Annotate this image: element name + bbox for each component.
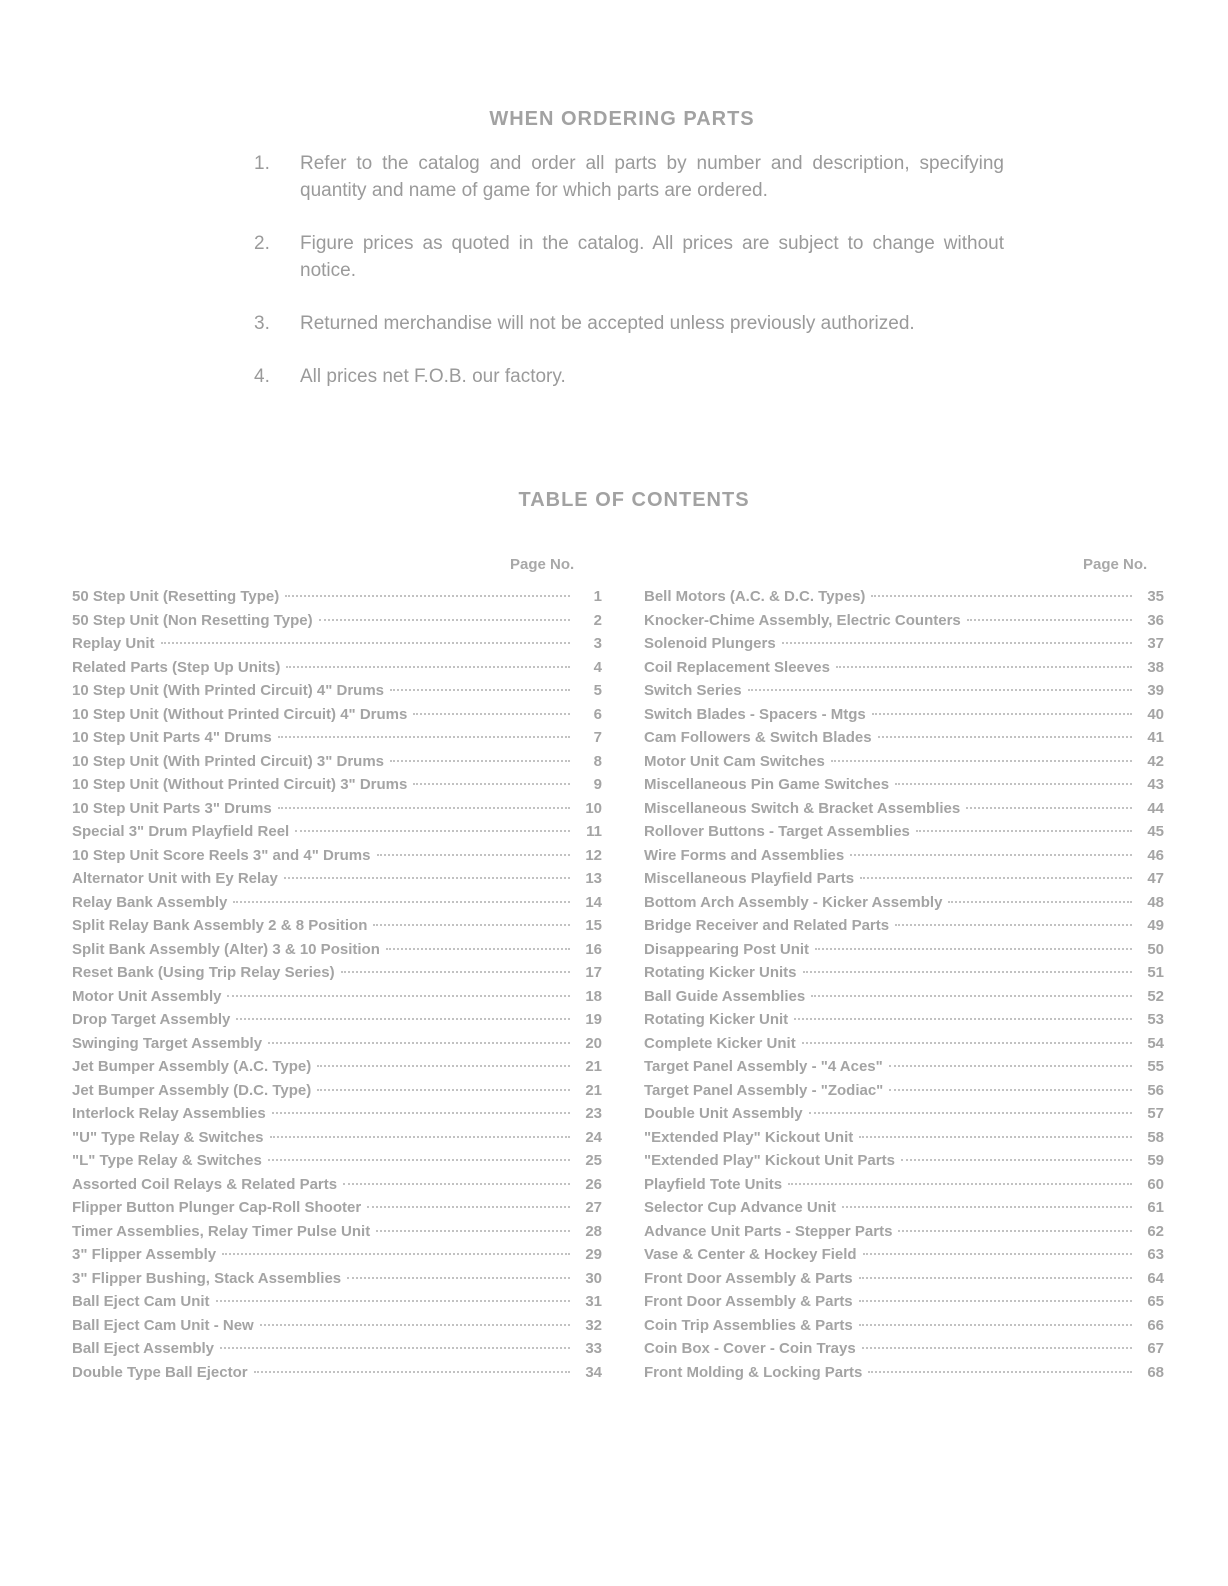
- instruction-number: 2.: [254, 233, 270, 254]
- toc-entry-title: Ball Eject Cam Unit: [72, 1293, 210, 1310]
- dot-leader: [836, 666, 1132, 668]
- toc-entry-title: "Extended Play" Kickout Unit: [644, 1128, 854, 1146]
- toc-entry-title: Split Bank Assembly (Alter) 3 & 10 Position: [72, 940, 380, 958]
- ordering-instructions: [254, 150, 1004, 416]
- dot-leader: [782, 642, 1132, 644]
- dot-leader: [794, 1018, 1132, 1020]
- instruction-number: 1.: [254, 153, 270, 174]
- toc-entry-title: Coin Trip Assemblies & Parts: [644, 1316, 853, 1334]
- ordering-heading: WHEN ORDERING PARTS: [489, 108, 755, 130]
- toc-entry-title: 50 Step Unit (Resetting Type): [72, 588, 280, 605]
- dot-leader: [871, 595, 1132, 597]
- toc-entry-page: 60: [1147, 1175, 1164, 1193]
- toc-entry-title: Selector Cup Advance Unit: [644, 1199, 836, 1216]
- toc-entry: [72, 1293, 602, 1317]
- toc-entry-page: 6: [593, 705, 602, 723]
- toc-entry: [644, 1364, 1164, 1388]
- toc-entry: [72, 612, 602, 636]
- dot-leader: [966, 807, 1132, 809]
- toc-entry: [644, 1058, 1164, 1082]
- dot-leader: [815, 948, 1132, 950]
- dot-leader: [317, 1065, 570, 1067]
- toc-entry-page: 12: [585, 846, 602, 864]
- toc-entry-title: 10 Step Unit (Without Printed Circuit) 4" Drums: [72, 705, 408, 723]
- dot-leader: [898, 1230, 1132, 1232]
- toc-entry-page: 8: [593, 752, 602, 770]
- toc-entry-page: 61: [1147, 1199, 1164, 1216]
- toc-entry-page: 5: [593, 682, 602, 699]
- dot-leader: [268, 1159, 570, 1161]
- toc-entry: [72, 1129, 602, 1153]
- toc-entry-page: 54: [1147, 1034, 1164, 1052]
- toc-entry-page: 15: [585, 917, 602, 934]
- toc-entry-page: 44: [1147, 799, 1164, 817]
- toc-entry-page: 16: [585, 940, 602, 958]
- toc-right-column: [644, 588, 1164, 1387]
- toc-entry-title: Flipper Button Plunger Cap-Roll Shooter: [72, 1199, 362, 1216]
- toc-entry-page: 29: [585, 1246, 602, 1263]
- dot-leader: [863, 1253, 1132, 1255]
- toc-entry-page: 63: [1147, 1246, 1164, 1263]
- instruction-item: [254, 310, 1004, 337]
- toc-entry-page: 25: [585, 1152, 602, 1169]
- toc-heading: TABLE OF CONTENTS: [518, 489, 750, 511]
- dot-leader: [317, 1089, 570, 1091]
- toc-entry-page: 21: [585, 1058, 602, 1075]
- toc-entry: [72, 1035, 602, 1059]
- instruction-text: Returned merchandise will not be accepted unless previously authorized.: [300, 313, 915, 334]
- dot-leader: [413, 713, 570, 715]
- dot-leader: [373, 924, 570, 926]
- toc-entry-title: "L" Type Relay & Switches: [72, 1152, 262, 1169]
- dot-leader: [413, 783, 570, 785]
- dot-leader: [284, 877, 570, 879]
- dot-leader: [254, 1371, 570, 1373]
- dot-leader: [889, 1065, 1132, 1067]
- toc-entry: [644, 988, 1164, 1012]
- dot-leader: [278, 736, 570, 738]
- toc-entry-title: Front Door Assembly & Parts: [644, 1293, 853, 1310]
- dot-leader: [859, 1277, 1132, 1279]
- toc-entry-page: 67: [1147, 1340, 1164, 1357]
- dot-leader: [390, 689, 570, 691]
- toc-entry-title: Ball Guide Assemblies: [644, 987, 806, 1005]
- toc-entry: [644, 941, 1164, 965]
- dot-leader: [236, 1018, 570, 1020]
- toc-entry: [72, 776, 602, 800]
- toc-entry: [644, 964, 1164, 988]
- toc-entry: [644, 1129, 1164, 1153]
- toc-entry-page: 48: [1147, 893, 1164, 911]
- dot-leader: [227, 995, 570, 997]
- toc-entry-page: 65: [1147, 1293, 1164, 1310]
- left-page-no-header: Page No.: [510, 556, 575, 573]
- toc-entry-title: Rollover Buttons - Target Assemblies: [644, 823, 910, 840]
- dot-leader: [272, 1112, 570, 1114]
- toc-entry-title: "Extended Play" Kickout Unit Parts: [644, 1152, 895, 1169]
- dot-leader: [376, 1230, 570, 1232]
- toc-entry: [644, 870, 1164, 894]
- toc-entry-page: 9: [593, 776, 602, 793]
- toc-entry-page: 23: [585, 1105, 602, 1122]
- toc-entry: [644, 1223, 1164, 1247]
- dot-leader: [809, 1112, 1132, 1114]
- toc-entry-title: Motor Unit Assembly: [72, 987, 222, 1005]
- instruction-text: Figure prices as quoted in the catalog. All prices are subject to change without notice.: [300, 233, 1004, 281]
- toc-entry-title: Solenoid Plungers: [644, 635, 776, 652]
- toc-entry-title: Rotating Kicker Units: [644, 964, 797, 981]
- toc-entry-title: 3" Flipper Bushing, Stack Assemblies: [72, 1269, 342, 1287]
- toc-entry-page: 11: [586, 823, 602, 840]
- toc-entry: [72, 1011, 602, 1035]
- toc-entry: [644, 753, 1164, 777]
- toc-entry-title: 10 Step Unit (With Printed Circuit) 4" Drums: [72, 682, 385, 699]
- toc-entry-title: Motor Unit Cam Switches: [644, 752, 825, 770]
- dot-leader: [285, 595, 570, 597]
- dot-leader: [859, 1136, 1132, 1138]
- toc-entry-title: Double Unit Assembly: [644, 1105, 803, 1122]
- toc-entry-page: 18: [585, 987, 602, 1005]
- toc-entry: [644, 1105, 1164, 1129]
- toc-entry: [72, 964, 602, 988]
- toc-entry-page: 38: [1147, 658, 1164, 676]
- toc-entry-title: Split Relay Bank Assembly 2 & 8 Position: [72, 917, 368, 934]
- dot-leader: [341, 971, 570, 973]
- toc-entry-title: Target Panel Assembly - "4 Aces": [644, 1058, 883, 1075]
- dot-leader: [233, 901, 570, 903]
- toc-entry-page: 1: [593, 588, 602, 605]
- dot-leader: [860, 877, 1132, 879]
- toc-entry-title: Front Molding & Locking Parts: [644, 1363, 863, 1381]
- dot-leader: [222, 1253, 570, 1255]
- toc-entry-page: 10: [585, 799, 602, 817]
- toc-entry-title: Reset Bank (Using Trip Relay Series): [72, 964, 335, 981]
- toc-entry-title: Relay Bank Assembly: [72, 893, 228, 911]
- toc-entry-page: 58: [1147, 1128, 1164, 1146]
- dot-leader: [286, 666, 570, 668]
- toc-entry-page: 39: [1147, 682, 1164, 699]
- dot-leader: [220, 1347, 570, 1349]
- toc-entry: [644, 776, 1164, 800]
- dot-leader: [831, 760, 1132, 762]
- right-page-no-header: Page No.: [1083, 556, 1148, 573]
- toc-entry: [644, 1011, 1164, 1035]
- dot-leader: [278, 807, 570, 809]
- toc-entry-page: 66: [1147, 1316, 1164, 1334]
- dot-leader: [862, 1347, 1132, 1349]
- toc-entry-title: Alternator Unit with Ey Relay: [72, 870, 278, 887]
- toc-entry-title: Jet Bumper Assembly (A.C. Type): [72, 1058, 312, 1075]
- toc-entry: [72, 941, 602, 965]
- toc-entry-title: Double Type Ball Ejector: [72, 1363, 248, 1381]
- toc-entry: [644, 1293, 1164, 1317]
- toc-entry-title: Ball Eject Cam Unit - New: [72, 1316, 254, 1334]
- toc-entry-title: Assorted Coil Relays & Related Parts: [72, 1175, 338, 1193]
- toc-entry-title: Wire Forms and Assemblies: [644, 846, 845, 864]
- toc-entry-page: 62: [1147, 1222, 1164, 1240]
- toc-entry: [72, 682, 602, 706]
- toc-entry: [644, 635, 1164, 659]
- toc-entry-title: 10 Step Unit Parts 4" Drums: [72, 729, 272, 746]
- toc-entry-title: Drop Target Assembly: [72, 1011, 231, 1028]
- dot-leader: [842, 1206, 1132, 1208]
- toc-entry-title: Miscellaneous Switch & Bracket Assemblies: [644, 799, 961, 817]
- toc-entry: [644, 1035, 1164, 1059]
- toc-entry-page: 36: [1147, 611, 1164, 629]
- toc-entry-title: Bridge Receiver and Related Parts: [644, 917, 890, 934]
- toc-entry-page: 43: [1147, 776, 1164, 793]
- dot-leader: [216, 1300, 570, 1302]
- toc-entry-page: 30: [585, 1269, 602, 1287]
- toc-entry: [644, 612, 1164, 636]
- toc-entry-title: Advance Unit Parts - Stepper Parts: [644, 1222, 893, 1240]
- toc-entry-title: "U" Type Relay & Switches: [72, 1128, 264, 1146]
- toc-entry: [72, 588, 602, 612]
- toc-entry-title: Related Parts (Step Up Units): [72, 658, 281, 676]
- toc-entry-page: 34: [585, 1363, 602, 1381]
- dot-leader: [343, 1183, 570, 1185]
- toc-entry-title: 50 Step Unit (Non Resetting Type): [72, 611, 313, 629]
- toc-entry-title: Playfield Tote Units: [644, 1175, 783, 1193]
- toc-entry: [72, 1105, 602, 1129]
- dot-leader: [270, 1136, 570, 1138]
- toc-entry: [644, 917, 1164, 941]
- toc-entry: [644, 1317, 1164, 1341]
- dot-leader: [161, 642, 570, 644]
- toc-entry-title: Target Panel Assembly - "Zodiac": [644, 1081, 884, 1099]
- toc-entry-title: Miscellaneous Playfield Parts: [644, 870, 855, 887]
- toc-entry: [644, 847, 1164, 871]
- toc-entry: [644, 1340, 1164, 1364]
- toc-entry-page: 52: [1147, 987, 1164, 1005]
- toc-entry-title: Coin Box - Cover - Coin Trays: [644, 1340, 856, 1357]
- dot-leader: [295, 830, 570, 832]
- toc-entry-page: 45: [1147, 823, 1164, 840]
- instruction-text: Refer to the catalog and order all parts by number and description, specifying quantity and name of game for which parts are ordered.: [300, 153, 1004, 201]
- toc-entry: [72, 1058, 602, 1082]
- toc-entry-page: 17: [585, 964, 602, 981]
- toc-entry-title: 10 Step Unit (Without Printed Circuit) 3" Drums: [72, 776, 408, 793]
- toc-entry: [644, 1082, 1164, 1106]
- toc-entry: [72, 635, 602, 659]
- toc-entry-title: Interlock Relay Assemblies: [72, 1105, 266, 1122]
- toc-entry: [72, 1152, 602, 1176]
- toc-entry-page: 19: [585, 1011, 602, 1028]
- instruction-item: [254, 230, 1004, 284]
- dot-leader: [347, 1277, 570, 1279]
- dot-leader: [889, 1089, 1132, 1091]
- toc-entry: [644, 894, 1164, 918]
- toc-entry: [72, 1340, 602, 1364]
- toc-entry: [644, 682, 1164, 706]
- dot-leader: [390, 760, 570, 762]
- dot-leader: [878, 736, 1132, 738]
- dot-leader: [916, 830, 1132, 832]
- dot-leader: [377, 854, 571, 856]
- toc-entry-title: Replay Unit: [72, 635, 155, 652]
- dot-leader: [367, 1206, 570, 1208]
- toc-entry-page: 24: [585, 1128, 602, 1146]
- toc-entry-page: 20: [585, 1034, 602, 1052]
- toc-entry-page: 35: [1147, 588, 1164, 605]
- toc-entry-page: 56: [1147, 1081, 1164, 1099]
- dot-leader: [788, 1183, 1132, 1185]
- toc-entry: [644, 706, 1164, 730]
- dot-leader: [268, 1042, 570, 1044]
- toc-entry-page: 7: [593, 729, 602, 746]
- dot-leader: [901, 1159, 1132, 1161]
- toc-entry-title: 10 Step Unit Score Reels 3" and 4" Drums: [72, 846, 371, 864]
- toc-entry-page: 64: [1147, 1269, 1164, 1287]
- dot-leader: [895, 924, 1132, 926]
- dot-leader: [859, 1300, 1132, 1302]
- toc-entry-page: 14: [585, 893, 602, 911]
- instruction-number: 4.: [254, 366, 270, 387]
- toc-entry-title: Coil Replacement Sleeves: [644, 658, 830, 676]
- toc-entry: [644, 800, 1164, 824]
- toc-entry-page: 55: [1147, 1058, 1164, 1075]
- toc-entry: [644, 588, 1164, 612]
- toc-entry-page: 41: [1147, 729, 1164, 746]
- toc-entry-page: 28: [585, 1222, 602, 1240]
- toc-entry-title: Bottom Arch Assembly - Kicker Assembly: [644, 893, 943, 911]
- toc-entry-title: Vase & Center & Hockey Field: [644, 1246, 857, 1263]
- toc-entry-page: 33: [585, 1340, 602, 1357]
- dot-leader: [859, 1324, 1132, 1326]
- toc-entry-page: 47: [1147, 870, 1164, 887]
- toc-entry-title: 3" Flipper Assembly: [72, 1246, 217, 1263]
- toc-entry-page: 27: [585, 1199, 602, 1216]
- toc-entry: [72, 729, 602, 753]
- toc-entry: [72, 894, 602, 918]
- toc-entry-page: 2: [593, 611, 602, 629]
- toc-entry: [644, 1199, 1164, 1223]
- instruction-text: All prices net F.O.B. our factory.: [300, 366, 566, 387]
- toc-entry-title: Bell Motors (A.C. & D.C. Types): [644, 588, 866, 605]
- toc-entry-page: 40: [1147, 705, 1164, 723]
- toc-entry: [644, 823, 1164, 847]
- toc-entry: [72, 1317, 602, 1341]
- toc-entry-title: Complete Kicker Unit: [644, 1034, 796, 1052]
- toc-entry-page: 53: [1147, 1011, 1164, 1028]
- toc-entry-page: 59: [1147, 1152, 1164, 1169]
- toc-entry: [72, 823, 602, 847]
- toc-entry-page: 31: [585, 1293, 602, 1310]
- toc-entry-title: Ball Eject Assembly: [72, 1340, 215, 1357]
- toc-entry-title: Timer Assemblies, Relay Timer Pulse Unit: [72, 1222, 371, 1240]
- toc-entry-title: Switch Blades - Spacers - Mtgs: [644, 705, 866, 723]
- toc-entry-title: Front Door Assembly & Parts: [644, 1269, 853, 1287]
- dot-leader: [748, 689, 1132, 691]
- toc-entry-title: Cam Followers & Switch Blades: [644, 729, 872, 746]
- dot-leader: [802, 1042, 1132, 1044]
- toc-entry: [72, 706, 602, 730]
- toc-entry: [644, 1270, 1164, 1294]
- dot-leader: [872, 713, 1132, 715]
- toc-entry-title: Miscellaneous Pin Game Switches: [644, 776, 890, 793]
- toc-entry-page: 4: [593, 658, 602, 676]
- toc-entry-page: 42: [1147, 752, 1164, 770]
- toc-entry: [72, 988, 602, 1012]
- toc-entry: [644, 1176, 1164, 1200]
- dot-leader: [948, 901, 1132, 903]
- toc-entry-page: 46: [1147, 846, 1164, 864]
- toc-entry: [72, 800, 602, 824]
- dot-leader: [260, 1324, 570, 1326]
- toc-entry-page: 37: [1147, 635, 1164, 652]
- toc-entry-title: Rotating Kicker Unit: [644, 1011, 789, 1028]
- toc-entry-page: 32: [585, 1316, 602, 1334]
- dot-leader: [868, 1371, 1132, 1373]
- dot-leader: [319, 619, 570, 621]
- toc-entry-page: 51: [1147, 964, 1164, 981]
- instruction-number: 3.: [254, 313, 270, 334]
- toc-entry-title: Switch Series: [644, 682, 742, 699]
- toc-entry: [72, 917, 602, 941]
- toc-entry: [644, 1152, 1164, 1176]
- toc-entry-page: 57: [1147, 1105, 1164, 1122]
- toc-entry-page: 68: [1147, 1363, 1164, 1381]
- dot-leader: [386, 948, 570, 950]
- toc-entry: [72, 1082, 602, 1106]
- dot-leader: [803, 971, 1132, 973]
- toc-entry: [72, 1364, 602, 1388]
- toc-entry-title: Knocker-Chime Assembly, Electric Counters: [644, 611, 961, 629]
- dot-leader: [850, 854, 1132, 856]
- toc-entry: [72, 659, 602, 683]
- toc-entry: [72, 1270, 602, 1294]
- dot-leader: [967, 619, 1132, 621]
- toc-entry-title: Swinging Target Assembly: [72, 1034, 263, 1052]
- toc-entry-title: 10 Step Unit (With Printed Circuit) 3" Drums: [72, 752, 385, 770]
- toc-entry-page: 26: [585, 1175, 602, 1193]
- toc-entry-title: Disappearing Post Unit: [644, 940, 810, 958]
- toc-entry-title: Special 3" Drum Playfield Reel: [72, 823, 290, 840]
- toc-entry: [72, 870, 602, 894]
- dot-leader: [895, 783, 1132, 785]
- toc-entry-page: 3: [593, 635, 602, 652]
- toc-entry: [72, 1246, 602, 1270]
- toc-entry-page: 13: [585, 870, 602, 887]
- toc-entry-page: 49: [1147, 917, 1164, 934]
- toc-entry: [644, 729, 1164, 753]
- toc-entry: [72, 1199, 602, 1223]
- toc-entry-title: Jet Bumper Assembly (D.C. Type): [72, 1081, 312, 1099]
- toc-entry: [644, 659, 1164, 683]
- dot-leader: [811, 995, 1132, 997]
- toc-entry: [644, 1246, 1164, 1270]
- toc-entry-page: 50: [1147, 940, 1164, 958]
- toc-entry: [72, 1223, 602, 1247]
- toc-entry: [72, 1176, 602, 1200]
- toc-entry: [72, 847, 602, 871]
- toc-entry-page: 21: [585, 1081, 602, 1099]
- toc-entry-title: 10 Step Unit Parts 3" Drums: [72, 799, 272, 817]
- instruction-item: [254, 363, 1004, 390]
- instruction-item: [254, 150, 1004, 204]
- toc-entry: [72, 753, 602, 777]
- toc-left-column: [72, 588, 602, 1387]
